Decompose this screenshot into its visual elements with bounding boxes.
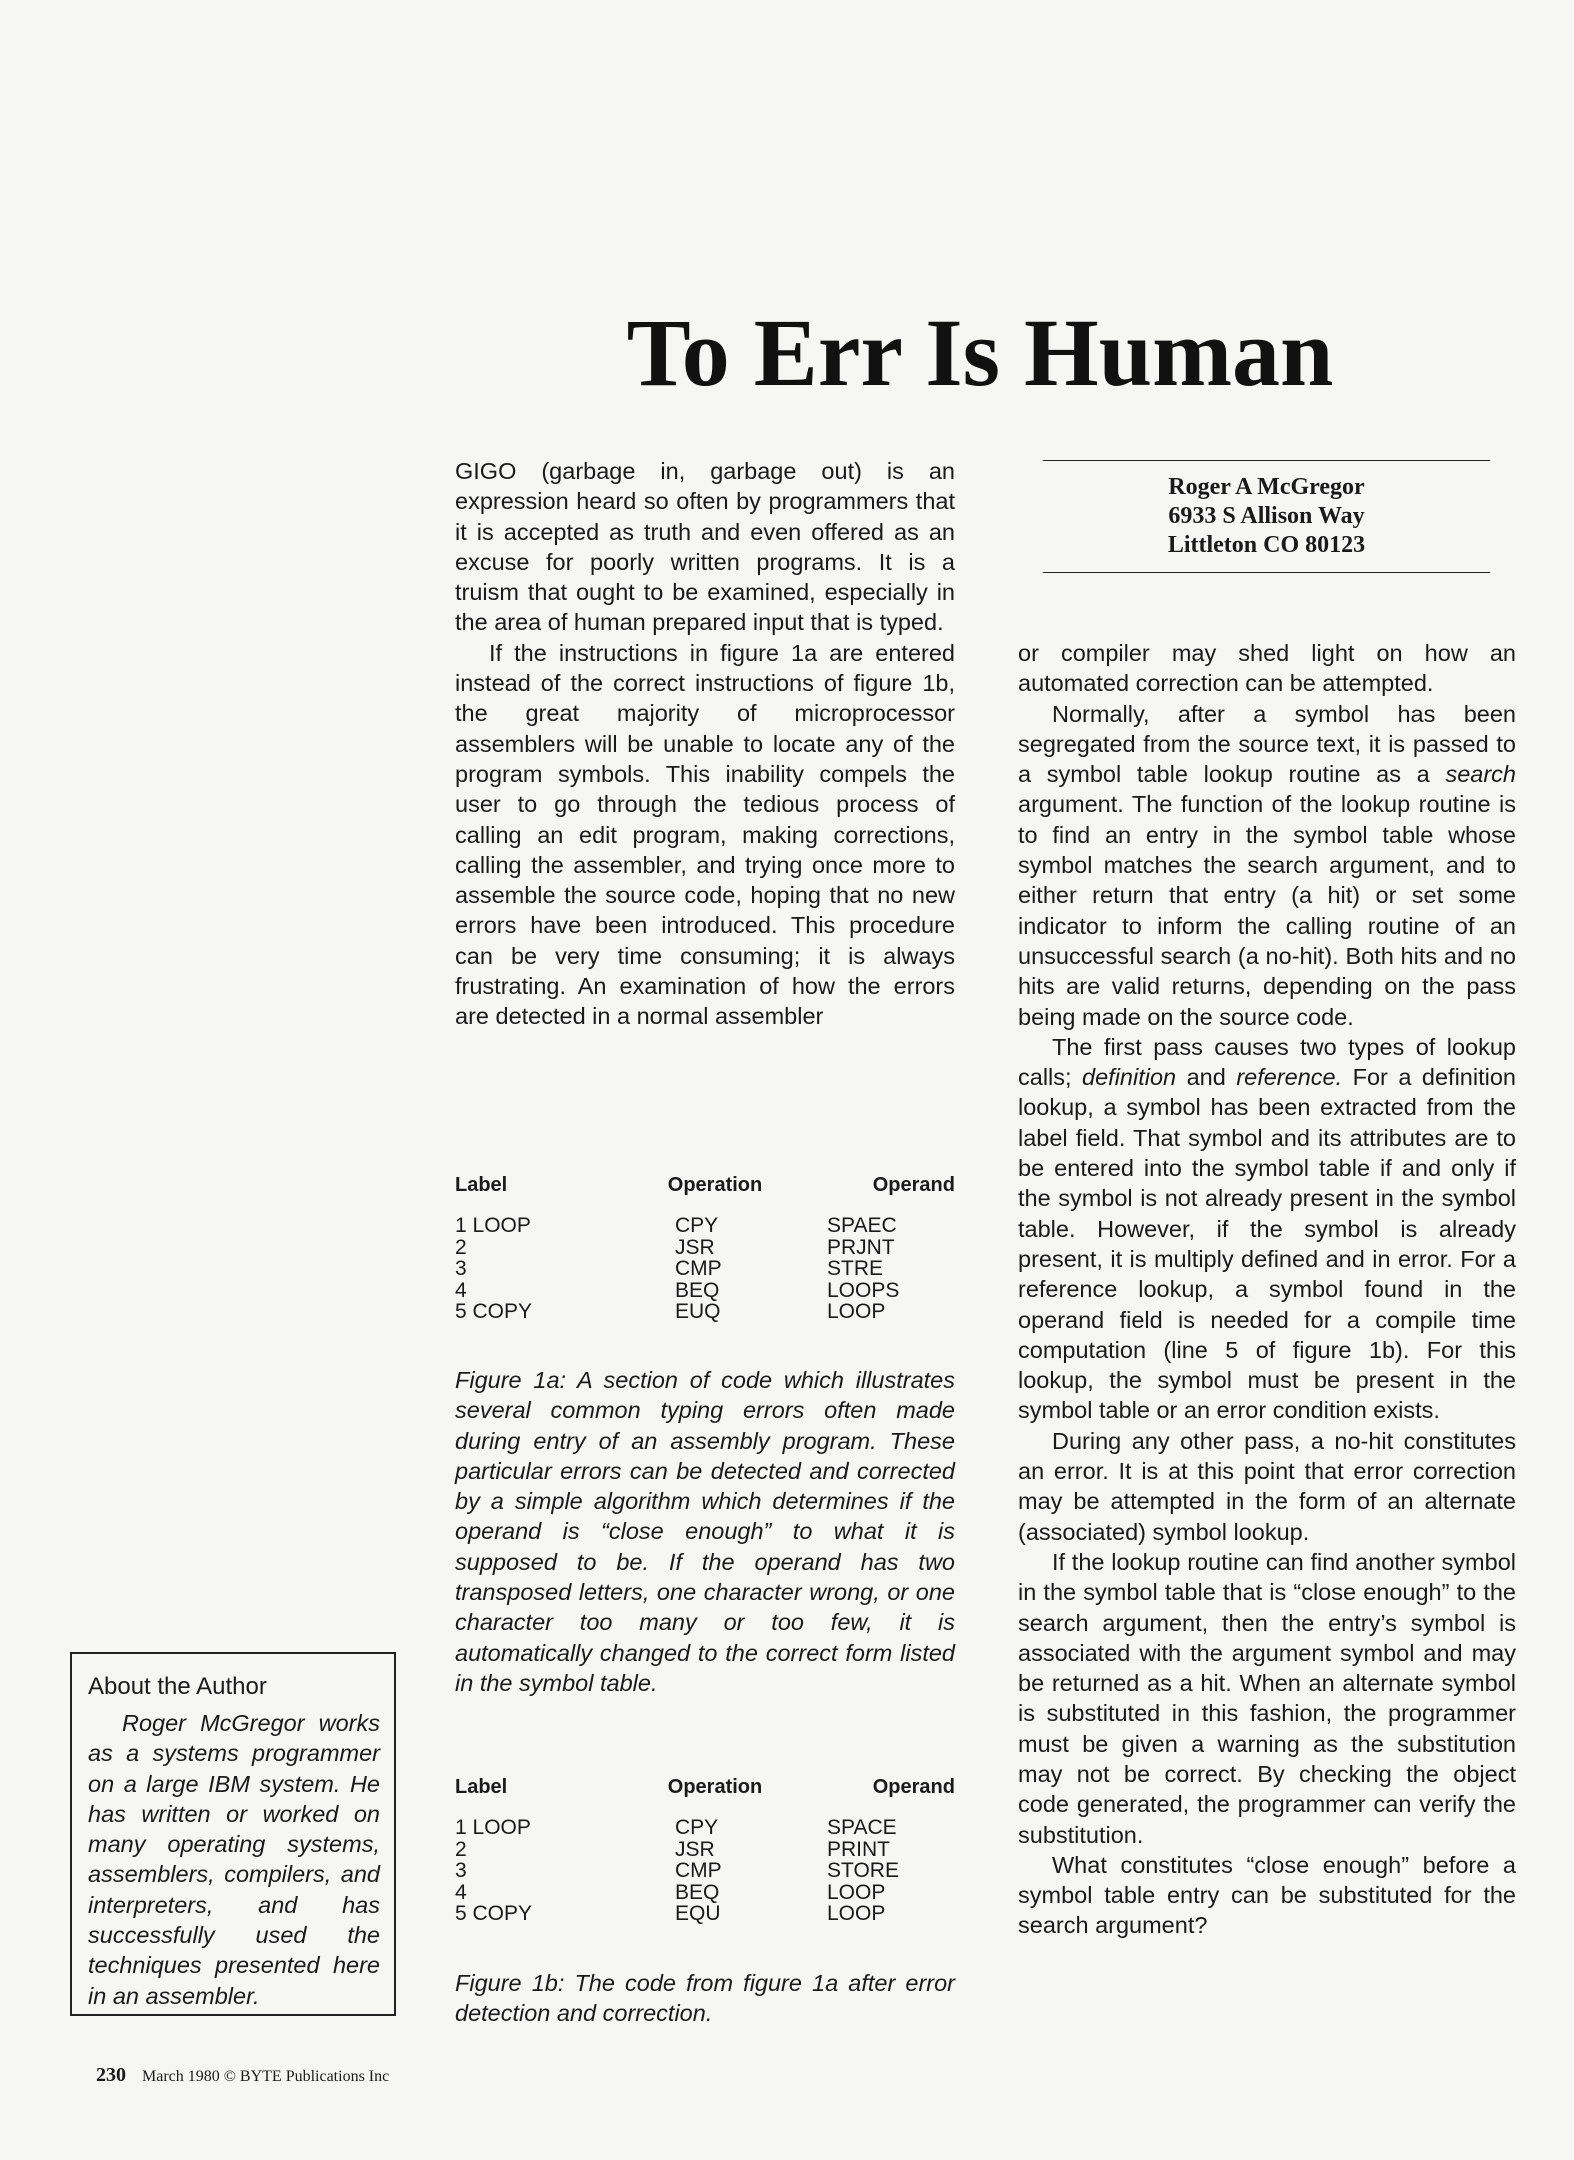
- cell-operand: LOOP: [827, 1902, 886, 1926]
- cell-operation: CPY: [675, 1214, 719, 1237]
- column-header-operand: Operand: [872, 1174, 955, 1196]
- column-header-label: Label: [455, 1776, 508, 1798]
- figure-1a-table: [455, 1174, 955, 1323]
- cell-operand: LOOP: [827, 1300, 886, 1324]
- paragraph: GIGO (garbage in, garbage out) is an expression heard so often by programmers that it is accepted as truth and even offered as an excuse for poorly written programs. It is a truism that ought to be examined, especially in the area of human prepared input that is typed.: [455, 458, 955, 636]
- table-row: [455, 1860, 955, 1882]
- cell-operation: EQU: [675, 1902, 721, 1926]
- author-city: Littleton CO 80123: [1167, 532, 1366, 558]
- table-row: [455, 1280, 955, 1302]
- text-run: For a definition lookup, a symbol has been extracted from the label field. That symbol and its attributes are to be entered into the symbol table if and only if the symbol is not already present in the symbol table. However, if the symbol is already present, it is multiply defined and in error. For a reference lookup, a symbol found in the operand field is needed for a compile time computation (line 5 of figure 1b). For this lookup, the symbol must be present in the symbol table or an error condition exists.: [1018, 1064, 1516, 1424]
- table-row: [455, 1258, 955, 1280]
- table-row: [455, 1839, 955, 1861]
- cell-operation: BEQ: [675, 1278, 720, 1302]
- text-run: and: [1176, 1064, 1237, 1091]
- cell-label: 4: [455, 1278, 467, 1302]
- table-row: [455, 1301, 955, 1323]
- column-header-operation: Operation: [667, 1174, 763, 1196]
- emphasis: definition: [1082, 1064, 1177, 1091]
- cell-operand: SPACE: [827, 1816, 897, 1839]
- author-box-heading: About the Author: [88, 1673, 267, 1700]
- cell-operation: JSR: [675, 1235, 715, 1259]
- page-number: 230: [96, 2064, 126, 2086]
- cell-label: 4: [455, 1880, 467, 1904]
- figure-1b-caption: Figure 1b: The code from figure 1a after error detection and correction.: [455, 1970, 955, 2027]
- cell-label: 5 COPY: [455, 1300, 533, 1324]
- table-row: [455, 1237, 955, 1259]
- table-row: [455, 1903, 955, 1925]
- cell-label: 5 COPY: [455, 1902, 533, 1926]
- table-row: [455, 1215, 955, 1237]
- cell-operand: PRINT: [827, 1837, 890, 1861]
- author-byline: [1043, 460, 1490, 573]
- cell-operation: EUQ: [675, 1300, 721, 1324]
- paragraph: [1018, 1032, 1516, 1426]
- table-row: [455, 1882, 955, 1904]
- emphasis: reference.: [1236, 1064, 1343, 1091]
- figure-1a-caption: Figure 1a: A section of code which illustrates several common typing errors often made during entry of an assembly program. These particular errors can be detected and corrected by a simple algorithm which determines if the operand is “close enough” to what it is supposed to be. If the operand has two transposed letters, one character wrong, or one character too many or too few, it is automatically changed to the correct form listed in the symbol table.: [455, 1367, 955, 1696]
- author-box-text: Roger McGregor works as a systems programmer on a large IBM system. He has written or worked on many operating systems, assemblers, compilers, and interpreters, and has successfully used the techniques presented here in an assembler.: [88, 1710, 380, 2009]
- paragraph: or compiler may shed light on how an automated correction can be attempted.: [1018, 640, 1516, 697]
- cell-operand: LOOPS: [827, 1278, 900, 1302]
- body-column-left: [455, 456, 955, 1032]
- cell-operation: BEQ: [675, 1880, 720, 1904]
- cell-label: 3: [455, 1257, 467, 1281]
- body-column-right: [1018, 638, 1516, 1941]
- paragraph: What constitutes “close enough” before a symbol table entry can be substituted for the search argument?: [1018, 1851, 1516, 1939]
- cell-label: 1 LOOP: [455, 1214, 531, 1237]
- cell-operand: SPAEC: [827, 1214, 897, 1237]
- cell-operand: PRJNT: [827, 1235, 895, 1259]
- cell-operand: LOOP: [827, 1880, 886, 1904]
- paragraph: If the instructions in figure 1a are entered instead of the correct instructions of figure 1b, the great majority of microprocessor assemblers will be unable to locate any of the program symbols. This inability compels the user to go through the tedious process of calling an edit program, making corrections, calling the assembler, and trying once more to assemble the source code, hoping that no new errors have been introduced. This procedure can be very time consuming; it is always frustrating. An examination of how the errors are detected in a normal assembler: [455, 639, 955, 1030]
- column-header-label: Label: [455, 1174, 508, 1196]
- cell-label: 2: [455, 1837, 467, 1861]
- cell-operation: CPY: [675, 1816, 719, 1839]
- cell-label: 1 LOOP: [455, 1816, 531, 1839]
- about-the-author-box: [70, 1652, 396, 2016]
- text-run: argument. The function of the lookup routine is to find an entry in the symbol table whose symbol matches the search argument, and to either return that entry (a hit) or set some indicator to inform the calling routine of an unsuccessful search (a no-hit). Both hits and no hits are valid returns, depending on the pass being made on the source code.: [1018, 791, 1516, 1030]
- author-name: Roger A McGregor: [1168, 474, 1365, 500]
- column-header-operand: Operand: [872, 1776, 955, 1798]
- emphasis: search: [1445, 761, 1516, 788]
- figure-1b-table: [455, 1776, 955, 1925]
- column-header-operation: Operation: [667, 1776, 763, 1798]
- text-run: Normally, after a symbol has been segregated from the source text, it is passed to a symbol table lookup routine as a: [1018, 700, 1516, 788]
- page-footer: [96, 2064, 389, 2087]
- cell-operation: JSR: [675, 1837, 715, 1861]
- cell-operand: STRE: [827, 1257, 884, 1281]
- paragraph: If the lookup routine can find another symbol in the symbol table that is “close enough” to the search argument, then the entry’s symbol is associated with the argument symbol and may be returned as a hit. When an alternate symbol is substituted in this fashion, the programmer must be given a warning as the substitution may not be correct. By checking the object code generated, the programmer can verify the substitution.: [1018, 1548, 1516, 1848]
- author-street: 6933 S Allison Way: [1168, 503, 1365, 529]
- cell-label: 2: [455, 1235, 467, 1259]
- cell-label: 3: [455, 1859, 467, 1883]
- cell-operand: STORE: [827, 1859, 899, 1883]
- paragraph: [1018, 699, 1516, 1032]
- article-title: To Err Is Human: [626, 299, 1334, 406]
- cell-operation: CMP: [675, 1859, 722, 1883]
- text-run: The first pass causes two types of lookup calls;: [1018, 1033, 1516, 1091]
- paragraph: During any other pass, a no-hit constitutes an error. It is at this point that error correction may be attempted in the form of an alternate (associated) symbol lookup.: [1018, 1427, 1516, 1545]
- issue-credit: March 1980 © BYTE Publications Inc: [142, 2068, 390, 2085]
- cell-operation: CMP: [675, 1257, 722, 1281]
- table-row: [455, 1817, 955, 1839]
